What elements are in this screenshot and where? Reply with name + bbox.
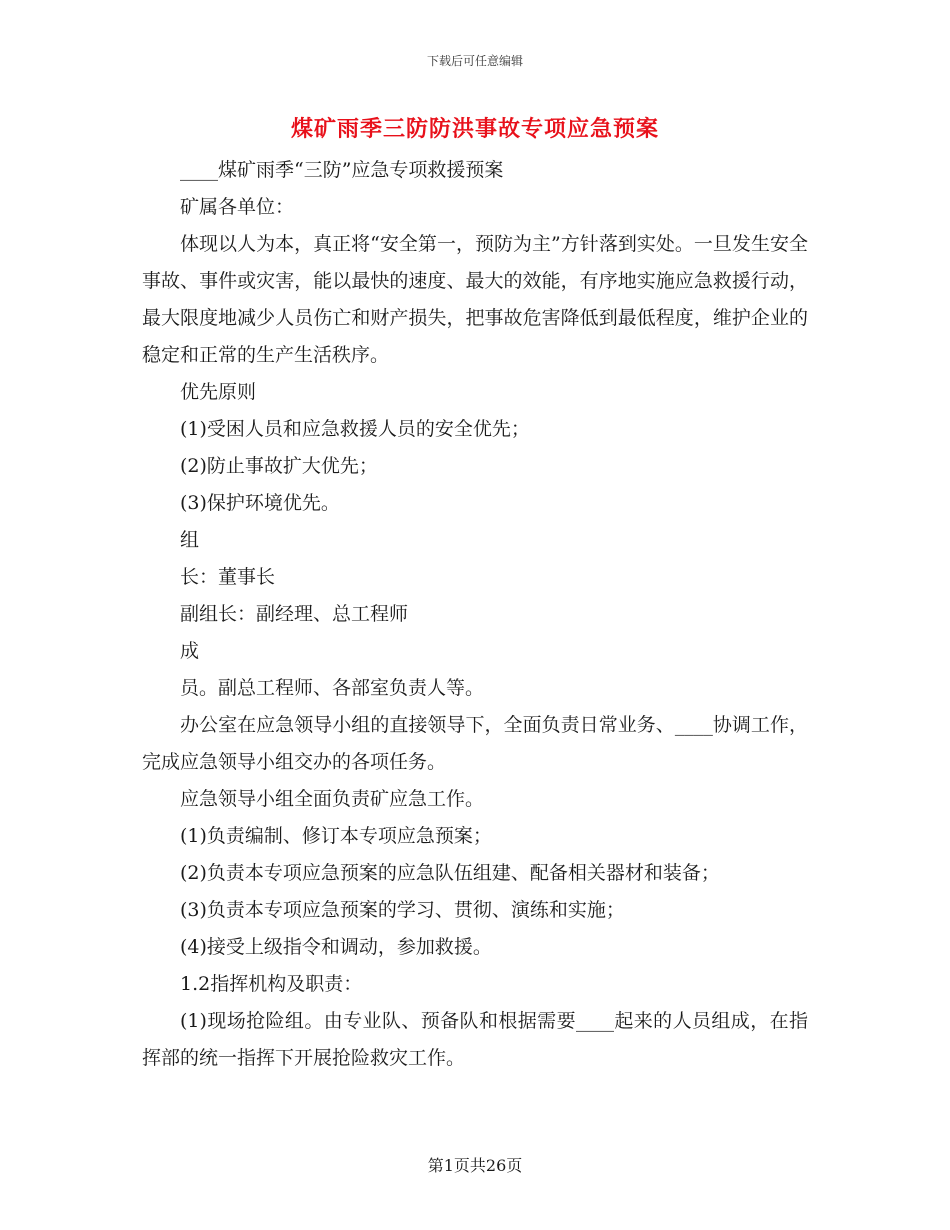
- paragraph-priority-3: (3)保护环境优先。: [180, 492, 340, 514]
- paragraph-addressee: 矿属各单位：: [180, 196, 295, 218]
- page-number-footer: 第1页共26页: [427, 1156, 523, 1175]
- paragraph-duty-4: (4)接受上级指令和调动，参加救援。: [180, 936, 492, 958]
- paragraph-priority-1: (1)受困人员和应急救援人员的安全优先；: [180, 418, 530, 440]
- paragraph-deputy-leader: 副组长：副经理、总工程师: [180, 603, 409, 625]
- paragraph-group-leader: 长：董事长: [180, 566, 276, 588]
- paragraph-purpose: 体现以人为本，真正将“安全第一，预防为主”方针落到实处。一旦发生安全事故、事件或灾害，能以最快的速度、最大的效能，有序地实施应急救援行动，最大限度地减少人员伤亡和财产损失，把事故危害降低到最低程度，维护企业的稳定和正常的生产生活秩序。: [142, 233, 808, 366]
- paragraph-priority-2: (2)防止事故扩大优先；: [180, 455, 378, 477]
- document-title: 煤矿雨季三防防洪事故专项应急预案: [290, 116, 659, 142]
- document-body: [142, 152, 808, 1077]
- paragraph-group-a: 组: [180, 529, 200, 551]
- paragraph-plan-name: ____煤矿雨季“三防”应急专项救援预案: [180, 159, 504, 181]
- paragraph-duty-2: (2)负责本专项应急预案的应急队伍组建、配备相关器材和装备；: [180, 862, 720, 884]
- paragraph-rescue-group: (1)现场抢险组。由专业队、预备队和根据需要____起来的人员组成，在指挥部的统一指挥下开展抢险救灾工作。: [142, 1010, 808, 1069]
- paragraph-section-1-2: 1.2指挥机构及职责：: [180, 973, 363, 995]
- paragraph-member-b: 员。副总工程师、各部室负责人等。: [180, 677, 485, 699]
- paragraph-member-a: 成: [180, 640, 200, 662]
- paragraph-office-duty: 办公室在应急领导小组的直接领导下，全面负责日常业务、____协调工作，完成应急领导小组交办的各项任务。: [142, 714, 808, 773]
- paragraph-priority-heading: 优先原则: [180, 381, 257, 403]
- page-header-note: 下载后可任意编辑: [426, 54, 523, 68]
- paragraph-leadership-duty: 应急领导小组全面负责矿应急工作。: [180, 788, 485, 810]
- paragraph-duty-1: (1)负责编制、修订本专项应急预案；: [180, 825, 492, 847]
- paragraph-duty-3: (3)负责本专项应急预案的学习、贯彻、演练和实施；: [180, 899, 625, 921]
